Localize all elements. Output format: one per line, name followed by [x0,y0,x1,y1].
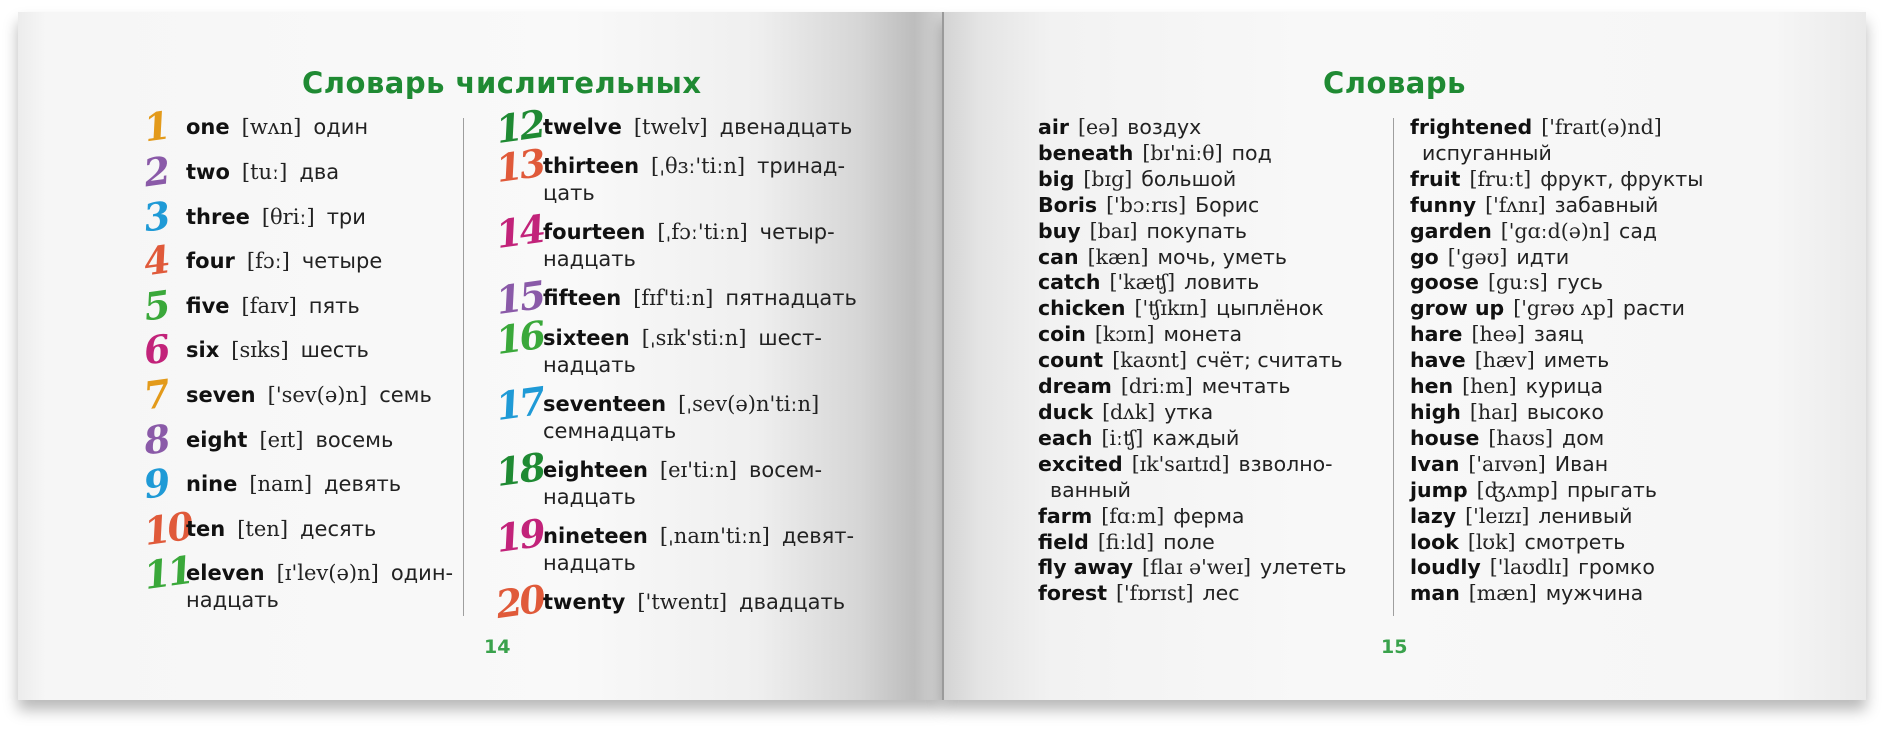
russian-translation: цыплёнок [1216,296,1324,321]
transcription: [sɪks] [231,338,289,362]
transcription: ['grəʊ ʌp] [1513,296,1614,321]
english-word: hare [1410,322,1463,347]
number-entry [543,457,822,511]
left-page-title: Словарь числительных [302,66,702,100]
numeral-digit: 20 [493,575,546,628]
transcription: ['sev(ə)n] [267,383,368,407]
number-entry [543,153,845,207]
transcription: [fɑːm] [1101,503,1165,528]
russian-translation: четыре [301,249,383,273]
dictionary-entry [1410,167,1703,193]
transcription: [kɔɪn] [1094,322,1155,347]
transcription: [haʊs] [1488,425,1554,450]
russian-translation: счёт; считать [1196,348,1343,373]
dictionary-entry [1410,504,1703,530]
dictionary-entry [1038,452,1346,478]
russian-translation: улететь [1260,555,1347,580]
entry-line [186,560,453,587]
dictionary-entry [1410,452,1703,478]
transcription: [hen] [1462,374,1517,399]
russian-translation: ловить [1184,270,1260,295]
dictionary-entry [1410,219,1703,245]
english-word: catch [1038,270,1101,295]
russian-translation: поле [1163,529,1215,554]
english-word: buy [1038,218,1081,243]
dictionary-column-1 [1038,115,1346,607]
english-word: funny [1410,192,1477,217]
number-entry [543,114,852,141]
number-entry [543,219,835,273]
numeral-digit: 19 [493,509,546,562]
russian-translation: Борис [1195,192,1260,217]
english-word: go [1410,244,1439,269]
transcription: [twelv] [633,115,708,139]
entry-line [186,427,393,454]
russian-translation: покупать [1146,218,1247,243]
dictionary-entry [1410,322,1703,348]
number-entry [543,391,819,445]
english-word: dream [1038,374,1112,399]
russian-translation: гусь [1556,270,1603,295]
page-number: 14 [484,636,511,658]
dictionary-entry [1410,245,1703,271]
column-divider [463,118,464,616]
russian-translation: мечтать [1201,374,1291,399]
entry-line [186,293,360,320]
translation-continuation: надцать [543,485,636,509]
transcription: [fruːt] [1469,166,1532,191]
dictionary-entry [1410,426,1703,452]
translation-continuation: надцать [543,353,636,377]
number-entry [543,325,822,379]
transcription: ['laʊdlɪ] [1489,555,1570,580]
russian-translation: двенадцать [719,115,853,139]
transcription: [ɪk'saɪtɪd] [1131,451,1230,476]
russian-translation: идти [1516,244,1570,269]
numeral-digit: 1 [140,102,171,151]
transcription: [lʊk] [1467,529,1516,554]
transcription: [driːm] [1120,374,1193,399]
entry-line [543,457,822,484]
transcription: [θriː] [261,205,315,229]
english-word: fourteen [543,220,646,244]
number-entry [186,516,376,543]
entry-line [186,516,376,543]
number-entry [186,204,366,231]
dictionary-entry [1038,555,1346,581]
transcription: [guːs] [1487,270,1548,295]
russian-translation: большой [1141,166,1237,191]
russian-translation: восем- [748,458,823,482]
numeral-digit: 9 [140,459,171,508]
english-word: five [186,294,230,318]
entry-line [543,219,835,246]
page-number: 15 [1381,636,1408,658]
russian-translation: каждый [1152,425,1240,450]
entry-line [186,248,382,275]
transcription: ['bɔːrɪs] [1106,192,1187,217]
dictionary-entry [1410,400,1703,426]
english-word: can [1038,244,1079,269]
number-entry [186,382,432,409]
english-word: fly away [1038,555,1134,580]
russian-translation: один- [390,561,454,585]
number-entry [186,427,393,454]
dictionary-entry [1038,400,1346,426]
number-entry [186,337,369,364]
dictionary-entry [1038,141,1346,167]
english-word: grow up [1410,296,1505,321]
russian-translation: иметь [1543,348,1610,373]
number-entry [543,589,845,616]
russian-translation: шесть [300,338,369,362]
russian-translation: высоко [1526,399,1604,424]
english-word: field [1038,529,1089,554]
dictionary-entry [1410,270,1703,296]
entry-line [186,337,369,364]
english-word: big [1038,166,1075,191]
dictionary-entry [1038,245,1346,271]
english-word: high [1410,399,1461,424]
transcription: ['aɪvən] [1468,451,1546,476]
transcription: ['leɪzɪ] [1465,503,1530,528]
dictionary-entry [1038,270,1346,296]
russian-translation: ферма [1173,503,1245,528]
english-word: garden [1410,218,1492,243]
transcription: ['kæʧ] [1109,270,1176,295]
numeral-digit: 4 [140,236,171,285]
russian-translation: семь [379,383,432,407]
dictionary-entry [1410,374,1703,400]
russian-translation: смотреть [1524,529,1626,554]
russian-translation: утка [1164,399,1214,424]
russian-translation: прыгать [1566,477,1657,502]
transcription: [bɪ'niːθ] [1142,140,1223,165]
entry-line [543,153,845,180]
numeral-digit: 15 [493,271,546,324]
transcription: [kæn] [1087,244,1149,269]
transcription: [eɪ'tiːn] [659,458,737,482]
english-word: excited [1038,451,1123,476]
russian-translation: забавный [1554,192,1659,217]
english-word: goose [1410,270,1479,295]
entry-line [543,285,857,312]
transcription: [faɪv] [241,294,297,318]
transcription: [bɪg] [1083,166,1133,191]
dictionary-entry [1410,193,1703,219]
transcription: [ten] [237,517,289,541]
transcription: ['ʧɪkɪn] [1134,296,1208,321]
numeral-digit: 11 [141,546,194,599]
english-word: duck [1038,399,1094,424]
dictionary-entry [1038,322,1346,348]
english-word: twelve [543,115,622,139]
dictionary-entry [1038,348,1346,374]
translation-continuation: ванный [1050,477,1131,502]
english-word: loudly [1410,555,1481,580]
entry-line [186,159,339,186]
english-word: man [1410,581,1460,606]
russian-translation: тринад- [757,154,846,178]
english-word: look [1410,529,1459,554]
entry-line [543,589,845,616]
dictionary-entry [1038,219,1346,245]
transcription: [fɪf'tiːn] [633,286,714,310]
transcription: [ˌfɔː'tiːn] [657,220,748,244]
english-word: nineteen [543,524,648,548]
transcription: [ˌsev(ə)n'tiːn] [678,392,820,416]
russian-translation: три [326,205,366,229]
numeral-digit: 14 [493,205,546,258]
english-word: three [186,205,250,229]
dictionary-entry [1038,504,1346,530]
russian-translation: монета [1163,322,1243,347]
russian-translation: курица [1525,374,1604,399]
transcription: ['fɒrɪst] [1116,581,1194,606]
russian-translation: заяц [1533,322,1584,347]
translation-continuation: семнадцать [543,419,677,443]
transcription: [tuː] [241,160,288,184]
russian-translation: под [1231,140,1272,165]
numeral-digit: 10 [141,502,194,555]
english-word: jump [1410,477,1468,502]
english-word: farm [1038,503,1093,528]
transcription: [eə] [1077,115,1119,139]
dictionary-entry [1410,115,1703,141]
russian-translation: сад [1619,218,1658,243]
dictionary-entry [1038,530,1346,556]
russian-translation: воздух [1127,115,1202,139]
transcription: [fiːld] [1097,529,1155,554]
numeral-digit: 6 [140,325,171,374]
translation-continuation: надцать [543,247,636,271]
russian-translation: громко [1578,555,1655,580]
russian-translation: десять [300,517,377,541]
entry-line [543,391,819,418]
translation-continuation: испуганный [1422,140,1552,165]
number-entry [186,560,453,614]
english-word: Boris [1038,192,1098,217]
transcription: [kaʊnt] [1112,348,1188,373]
entry-line [543,114,852,141]
entry-line [543,523,854,550]
english-word: eighteen [543,458,648,482]
number-entry [186,159,339,186]
dictionary-entry [1038,581,1346,607]
transcription: ['gɑːd(ə)n] [1500,218,1611,243]
dictionary-entry [1038,296,1346,322]
russian-translation: фрукт, фрукты [1540,166,1704,191]
column-divider [1393,118,1394,616]
english-word: forest [1038,581,1108,606]
dictionary-entry [1410,478,1703,504]
number-entry [186,293,360,320]
english-word: hen [1410,374,1454,399]
numeral-digit: 16 [493,311,546,364]
russian-translation: двадцать [739,590,846,614]
russian-translation: расти [1622,296,1685,321]
number-entry [543,285,857,312]
translation-continuation: надцать [543,551,636,575]
english-word: count [1038,348,1104,373]
transcription: [ˌsɪk'stiːn] [641,326,747,350]
english-word: each [1038,425,1093,450]
entry-line [186,114,368,141]
right-page-title: Словарь [1323,66,1466,100]
transcription: ['fraɪt(ə)nd] [1541,115,1662,139]
translation-continuation: цать [543,181,595,205]
transcription: ['twentɪ] [637,590,728,614]
english-word: eleven [186,561,265,585]
dictionary-entry [1038,426,1346,452]
english-word: house [1410,425,1480,450]
transcription: [wʌn] [241,115,302,139]
russian-translation: девять [324,472,402,496]
numeral-digit: 8 [140,415,171,464]
translation-continuation: надцать [186,588,279,612]
transcription: [mæn] [1468,581,1537,606]
english-word: seventeen [543,392,667,416]
dictionary-entry [1038,115,1346,141]
english-word: eight [186,428,248,452]
numeral-digit: 17 [493,377,546,430]
russian-translation: Иван [1554,451,1609,476]
english-word: fruit [1410,166,1461,191]
english-word: fifteen [543,286,622,310]
numeral-digit: 7 [140,370,171,419]
transcription: [ʤʌmp] [1476,477,1558,502]
transcription: [ˌnaɪn'tiːn] [659,524,770,548]
russian-translation: взволно- [1238,451,1333,476]
transcription: ['fʌnɪ] [1485,192,1546,217]
english-word: beneath [1038,140,1134,165]
russian-translation: пять [308,294,360,318]
dictionary-entry [1410,581,1703,607]
numeral-digit: 5 [140,281,171,330]
russian-translation: восемь [315,428,394,452]
numeral-digit: 12 [493,100,546,153]
english-word: Ivan [1410,451,1460,476]
english-word: have [1410,348,1466,373]
number-entry [186,248,382,275]
transcription: [heə] [1471,322,1525,347]
english-word: sixteen [543,326,630,350]
dictionary-entry [1038,193,1346,219]
english-word: twenty [543,590,626,614]
numeral-digit: 18 [493,443,546,496]
russian-translation: шест- [758,326,822,350]
dictionary-entry [1410,348,1703,374]
russian-translation: мочь, уметь [1157,244,1287,269]
russian-translation: два [299,160,340,184]
russian-translation: мужчина [1545,581,1644,606]
transcription: [naɪn] [249,472,313,496]
transcription: ['gəʊ] [1447,244,1508,269]
number-entry [186,471,401,498]
english-word: frightened [1410,115,1533,139]
number-entry [543,523,854,577]
english-word: thirteen [543,154,640,178]
english-word: air [1038,115,1069,139]
transcription: [ɪ'lev(ə)n] [276,561,379,585]
english-word: four [186,249,235,273]
russian-translation: девят- [781,524,855,548]
dictionary-column-2 [1410,115,1703,607]
dictionary-entry [1038,374,1346,400]
english-word: chicken [1038,296,1126,321]
english-word: ten [186,517,226,541]
english-word: coin [1038,322,1086,347]
book-spine [942,12,944,700]
transcription: [dʌk] [1102,399,1156,424]
dictionary-entry [1410,555,1703,581]
russian-translation: четыр- [759,220,835,244]
english-word: two [186,160,230,184]
numeral-digit: 13 [493,139,546,192]
english-word: seven [186,383,256,407]
russian-translation: дом [1562,425,1605,450]
transcription: [iːʧ] [1101,425,1144,450]
russian-translation: один [313,115,369,139]
numeral-digit: 3 [140,192,171,241]
russian-translation: пятнадцать [725,286,857,310]
entry-line [186,382,432,409]
russian-translation: лес [1202,581,1240,606]
transcription: [haɪ] [1469,399,1518,424]
dictionary-entry [1410,530,1703,556]
transcription: [baɪ] [1089,218,1138,243]
english-word: nine [186,472,238,496]
entry-line [186,204,366,231]
english-word: lazy [1410,503,1457,528]
number-entry [186,114,368,141]
transcription: [fɔː] [246,249,290,273]
russian-translation: ленивый [1538,503,1633,528]
transcription: [flaɪ ə'weɪ] [1142,555,1252,580]
transcription: [eɪt] [259,428,304,452]
dictionary-entry [1038,167,1346,193]
english-word: six [186,338,220,362]
english-word: one [186,115,230,139]
transcription: [hæv] [1474,348,1535,373]
dictionary-entry [1410,296,1703,322]
transcription: [ˌθɜː'tiːn] [651,154,746,178]
entry-line [543,325,822,352]
entry-line [186,471,401,498]
numeral-digit: 2 [140,147,171,196]
